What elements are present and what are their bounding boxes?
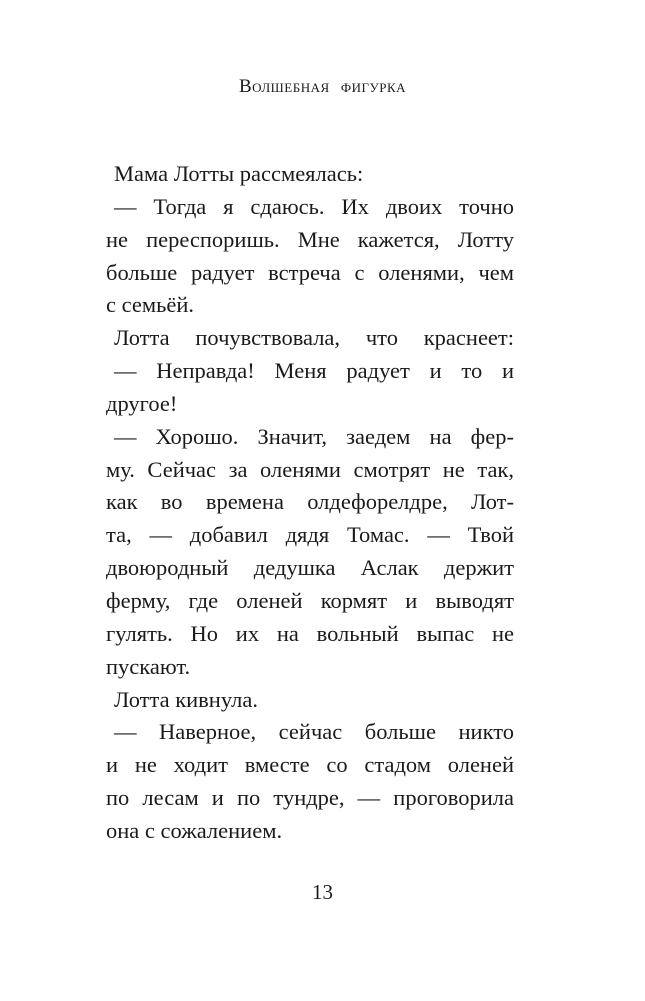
text-line: пускают.	[106, 653, 191, 679]
text-line: та, — добавил дядя Томас. — Твой	[106, 522, 514, 548]
text-line: Мама Лотты рассмеялась:	[114, 161, 364, 186]
text-line: Лотта кивнула.	[114, 686, 258, 712]
text-line: и не ходит вместе со стадом оленей	[106, 752, 514, 778]
text-line: — Неправда! Меня радует и то и	[114, 358, 514, 384]
body-text	[106, 158, 514, 848]
text-line: с семьёй.	[106, 292, 195, 318]
text-line: гулять. Но их на вольный выпас не	[106, 620, 514, 646]
text-line: му. Сейчас за оленями смотрят не так,	[106, 456, 514, 482]
text-line: другое!	[106, 390, 178, 416]
text-line: — Наверное, сейчас больше никто	[114, 719, 514, 745]
page-number: 13	[312, 880, 333, 904]
text-line: ферму, где оленей кормят и выводят	[106, 587, 514, 613]
text-line: она с сожалением.	[106, 817, 283, 843]
text-line: как во времена олдефорелдре, Лот-	[106, 489, 514, 515]
running-header: Волшебная фигурка	[238, 76, 407, 97]
text-line: не переспоришь. Мне кажется, Лотту	[106, 226, 514, 252]
text-line: Лотта почувствовала, что краснеет:	[114, 325, 514, 351]
text-line: больше радует встреча с оленями, чем	[106, 259, 514, 285]
text-line: по лесам и по тундре, — проговорила	[106, 785, 514, 811]
text-line: двоюродный дедушка Аслак держит	[106, 555, 514, 581]
text-line: — Тогда я сдаюсь. Их двоих точно	[114, 193, 514, 219]
text-line: — Хорошо. Значит, заедем на фер-	[114, 423, 514, 449]
